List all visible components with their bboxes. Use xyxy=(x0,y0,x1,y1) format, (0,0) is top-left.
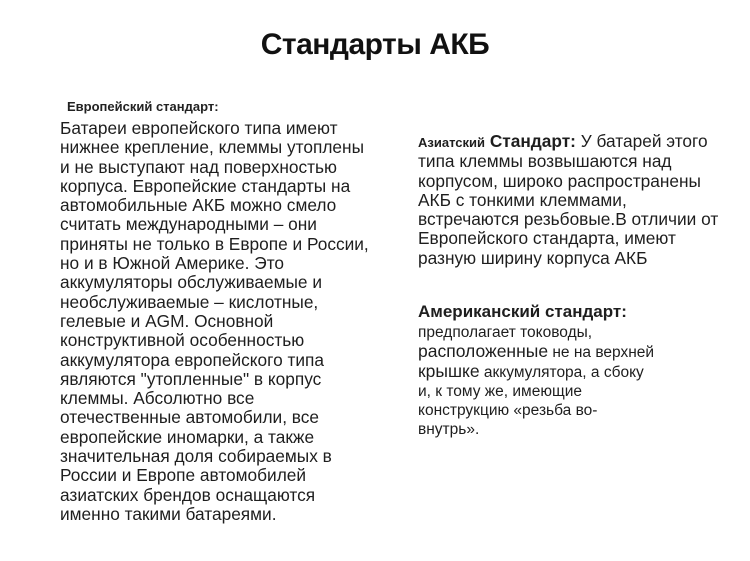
text-line: России и Европе автомобилей xyxy=(60,465,307,486)
text-line: азиатских брендов оснащаются xyxy=(60,484,316,505)
text-line: Европейского стандарта, имеют xyxy=(418,228,676,249)
text-fragment: аккумулятора, а сбоку xyxy=(483,364,644,381)
text-line: Батареи европейского типа имеют xyxy=(60,118,338,138)
text-line: необслуживаемые – кислотные, xyxy=(60,291,319,312)
text-line: автомобильные АКБ можно смело xyxy=(60,195,337,216)
text-line: считать международными – они xyxy=(60,214,317,235)
text-line: клеммы. Абсолютно все xyxy=(60,388,255,409)
page-title: Стандарты АКБ xyxy=(260,28,490,61)
text-line: конструкцию «резьба во- xyxy=(418,402,598,419)
american-standard-heading: Американский стандарт: xyxy=(418,302,627,321)
asian-standard-heading-small: Азиатский xyxy=(418,135,485,150)
american-standard-text xyxy=(418,323,738,439)
text-line: внутрь». xyxy=(418,421,480,438)
text-line: предполагает тоководы, xyxy=(418,324,593,341)
text-line: корпусом, широко распространены xyxy=(418,170,701,191)
text-line: но и в Южной Америке. Это xyxy=(60,253,285,274)
text-line xyxy=(418,132,738,152)
text-line: аккумулятора европейского типа xyxy=(60,349,325,370)
text-line: приняты не только в Европе и России, xyxy=(60,233,369,254)
text-fragment: расположенные xyxy=(418,341,549,361)
text-fragment: не на верхней xyxy=(552,344,655,361)
text-line: нижнее крепление, клеммы утоплены xyxy=(60,137,364,158)
text-line: европейские иномарки, а также xyxy=(60,426,315,447)
text-line: гелевые и AGM. Основной xyxy=(60,310,274,331)
asian-standard-text xyxy=(418,132,738,268)
european-standard-text xyxy=(60,119,400,524)
european-standard-heading: Европейский стандарт: xyxy=(67,99,219,114)
text-line: и не выступают над поверхностью xyxy=(60,156,338,177)
text-line: корпуса. Европейские стандарты на xyxy=(60,175,351,196)
text-line: аккумуляторы обслуживаемые и xyxy=(60,272,322,293)
text-fragment: У батарей этого xyxy=(580,131,708,151)
text-line: являются "утопленные" в корпус xyxy=(60,368,322,389)
text-line xyxy=(418,342,738,362)
text-line xyxy=(418,362,738,382)
text-line: и, к тому же, имеющие xyxy=(418,383,582,400)
text-line: разную ширину корпуса АКБ xyxy=(418,247,648,268)
text-line: встречаются резьбовые.В отличии от xyxy=(418,209,719,230)
text-line: конструктивной особенностью xyxy=(60,330,305,351)
text-fragment: крышке xyxy=(418,361,480,381)
text-line: отечественные автомобили, все xyxy=(60,407,320,428)
text-line: значительная доля собираемых в xyxy=(60,446,332,467)
text-line: типа клеммы возвышаются над xyxy=(418,151,672,172)
text-line: именно такими батареями. xyxy=(60,503,277,524)
text-line: АКБ с тонкими клеммами, xyxy=(418,189,627,210)
asian-standard-heading-big: Стандарт: xyxy=(489,131,576,151)
